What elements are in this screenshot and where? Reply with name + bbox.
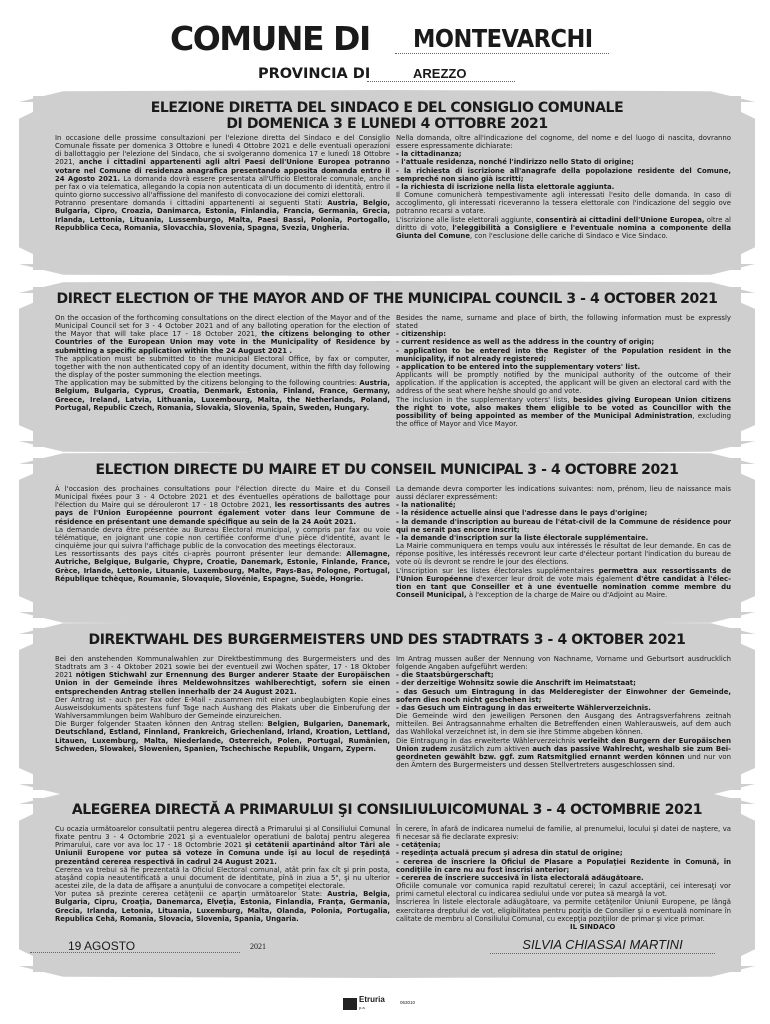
notice-section xyxy=(33,96,741,270)
section-column-right: Besides the name, surname and place of birth, the following information must be expressly stated - citizenship: - current residence as well as the address in the country of origin; - application to be entered into the Register of the Population resident in the municipality, if not already registered; - application to be entered into the supplementary voters' list. Applicants will be promptly notified by the municipal authority of the outcome of their application. If the application is accepted, the applicant will be given an electoral card with the address of the seat where he/she should go and vote. The inclusion in the supplementary voters' lists, besides giving European Union citizens the right to vote, also makes them eligible to be voted as Councillor with the possibility of being appointed as member of the Municipal Administration, excluding the office of Mayor and Vice Mayor. xyxy=(396,314,731,429)
section-column-right: La demande devra comporter les indications suivantes: nom, prénom, lieu de naissance mais aussi déclarer expressément: - la nationalité; - la résidence actuelle ainsi que l'adresse dans le pays d'origine; - la demande d'inscription au bureau de l'état-civil de la Commune de résidence pour qui ne serait pas encore inscrit; - la demande d'inscription sur la liste électorale supplémentaire. La Mairie communiquera en temps voulu aux intéressés le résultat de leur demande. En cas de réponse positive, les intéressés recevront leur carte d'électeur portant l'indication du bureau de vote où ils devront se rendre le jour des élections. L'inscription sur les listes électorales supplémentaires permettra aux ressortissants de l'Union Européenne d'exercer leur droit de vote mais également d'être candidat à l'élec- tion en tant que Conseiller et à une éventuelle nomination comme membre du Conseil Municipal, à l'exception de la charge de Maire ou d'Adjoint au Maire. xyxy=(396,485,731,600)
printer-name: Etruria xyxy=(359,995,385,1004)
section-title-line: DIREKTWAHL DES BURGERMEISTERS UND DES STADTRATS 3 - 4 OKTOBER 2021 xyxy=(88,632,686,648)
section-title-line: ELECTION DIRECTE DU MAIRE ET DU CONSEIL MUNICIPAL 3 - 4 OCTOBRE 2021 xyxy=(95,462,679,478)
provincia-label: PROVINCIA DI xyxy=(258,66,371,82)
section-title-line: DIRECT ELECTION OF THE MAYOR AND OF THE MUNICIPAL COUNCIL 3 - 4 OCTOBER 2021 xyxy=(56,291,718,307)
printer-logo-icon xyxy=(343,998,357,1010)
section-title-line: ALEGEREA DIRECTĂ A PRIMARULUI ŞI CONSILIULUICOMUNAL 3 - 4 OCTOMBRIE 2021 xyxy=(71,802,703,818)
signature-label: IL SINDACO xyxy=(570,923,616,931)
section-title xyxy=(33,802,741,818)
section-column-right: În cerere, în afară de indicarea numelui de familie, al prenumelui, locului şi datei de naştere, va fi necesar să fie declarate expresiv: - cetăţenia; - reşedinţa actuală precum şi adresa din statul de origine; - cererea de înscriere la Oficiul de Plasare a Populaţiei Rezidente în Comună, în condiţiile în care nu au fost înscrisi anterior; - cererea de înscriere succesivă în lista electorală adăugătoare. Oficiile comunale vor comunica rapid rezultatul cererei; în cazul acceptării, cei interesaţi vor primi carnetul electoral cu indicarea sediului unde vor putea să meargă la vot. Înscrierea în listele electorale adăugătoare, va permite cetăţenilor Uniunii Europene, pe lângă exercitarea dreptului de vot, eligibilitatea pentru poziţia de Consilier şi o eventuală nominare în calitate de membru al Consiliului Comunal, cu excepţia poziţiilor de primar şi vice primar. xyxy=(396,825,731,923)
notice-section xyxy=(33,287,741,447)
printer-sub: p.a. xyxy=(359,1005,366,1010)
comune-label: COMUNE DI xyxy=(170,19,370,58)
section-title-line: ELEZIONE DIRETTA DEL SINDACO E DEL CONSIGLIO COMUNALE xyxy=(150,100,624,116)
section-column-left: À l'occasion des prochaines consultations pour l'élection directe du Maire et du Conseil Municipal fixées pour 3 - 4 Octobre 2021 et des éventuelles opérations de ballottage pour l'élection du Maire qui se dérouleront 17 - 18 Octobre 2021, les ressortissants des autres pays de l'Union Européenne pourront également voter dans leur Commune de résidence en présentant une demande spécifique au sein de la 24 Août 2021. La demande devra être présentée au Bureau Électoral municipal, y compris par fax ou voie télématique, en joignant une copie non certifiée conforme d'une pièce d'identité, avant le cinquième jour qui suivra l'affichage public de la convocation des meetings électoraux. Les ressortissants des pays cités ci-après pourront présenter leur demande: Allemagne, Autriche, Belgique, Bulgarie, Chypre, Croatie, Danemark, Estonie, Finlande, France, Grèce, Irlande, Lettonie, Lituanie, Luxembourg, Malte, Pays-Bas, Pologne, Portugal, République tchèque, Roumanie, Slovaquie, Slovénie, Espagne, Suède, Hongrie. xyxy=(55,485,391,583)
printer-logo xyxy=(343,996,403,1014)
section-title xyxy=(33,291,741,307)
notice-section xyxy=(33,628,741,790)
section-title xyxy=(33,632,741,648)
section-column-left: Bei den anstehenden Kommunalwahlen zur Direktbestimmung des Burgermeisters und des Stadtrats am 3 - 4 Oktober 2021 sowie bei der eventueil zwi Wochen später, 17 - 18 Oktober 2021 nötigen Stichwahl zur Ernennung des Burger anderer Staate der Europäischen Union in der Gemeinde ihres Meldewohnsitzes wahlberechtigt, sofern sie einen entsprechenden Antrag stellen innerhalb der 24 August 2021. Der Antrag ist - auch per Fax oder E-Mail - zusammen mit einer unbeglaubigten Kopie eines Ausweisdokuments spätestens funf Tage nach Aushang des Plakats uber die Einberufung der Wahlversammlungen beim Wahlburo der Gemeinde einzureichen. Die Burger folgender Staaten können den Antrag stellen: Belgien, Bulgarien, Danemark, Deutschland, Estland, Finnland, Frankreich, Griechenland, Irland, Kroation, Lettland, Litauen, Luxemburg, Malta, Niederlande, Osterreich, Polen, Portugal, Rumänien, Schweden, Slowakei, Slowenien, Spanien, Tschechische Republik, Ungarn, Zypern. xyxy=(55,655,390,753)
comune-name: MONTEVARCHI xyxy=(395,24,609,54)
section-title-line: DI DOMENICA 3 E LUNEDI 4 OTTOBRE 2021 xyxy=(226,116,548,132)
section-title xyxy=(33,100,741,132)
print-code: 063010 xyxy=(400,1000,416,1005)
section-column-right: Im Antrag mussen außer der Nennung von Nachname, Vorname und Geburtsort ausdrucklich folgende Angaben aufgeführt werden: - die Staatsbürgerschaft; - der derzeitige Wohnsitz sowie die Anschrift im Heimatstaat; - das Gesuch um Eintragung in das Melderegister der Einwohner der Gemeinde, sofern dies noch nicht geschehen ist; - das Gesuch um Eintragung in das erweiterte Wählerverzeichnis. Die Gemeinde wird den jeweiligen Personen den Ausgang des Antragsverfahrens zeitnah mitteilen. Bei Antragsannahme erhalten die Betreffenden einen Wahlerausweis, auf dem auch das Wahllokal verzeichnet ist, in dem sie ihre Stimme abgeben können. Die Eintragung in das erweiterte Wählerverzeichnis verleiht den Burgern der Europäischen Union zudem zusätzlich zum aktiven auch das passive Wahlrecht, weshalb sie zum Bei- geordneten gewählt bzw. ggf. zum Ratsmitglied ernannt werden können und nur von den Ämtern des Burgermeisters und dessen Stellvertreters ausgeschlossen sind. xyxy=(396,655,732,770)
header xyxy=(0,0,770,88)
signature-name: SILVIA CHIASSAI MARTINI xyxy=(490,937,715,954)
section-title xyxy=(33,462,741,478)
date-day: 19 AGOSTO xyxy=(30,939,240,953)
section-column-right: Nella domanda, oltre all'indicazione del cognome, del nome e del luogo di nascita, dovranno essere espressamente dichiarate: - la cittadinanza; - l'attuale residenza, nonché l'indirizzo nello Stato di origine; - la richiesta di iscrizione all'anagrafe della popolazione residente del Comune, sempreché non siano già iscritti; - la richiesta di iscrizione nella lista elettorale aggiunta. Il Comune comunicherà tempestivamente agli interessati l'esito delle domanda. In caso di accoglimento, gli interessati riceveranno la tessera elettorale con l'indicazione del seggio ove potranno recarsi a votare. L'iscrizione alle liste elettorali aggiunte, consentirà ai cittadini dell'Unione Europea, oltre al diritto di voto, l'eleggibilità a Consigliere e l'eventuale nomina a componente della Giunta del Comune, con l'esclusione delle cariche di Sindaco e Vice Sindaco. xyxy=(396,134,731,240)
section-column-left: Cu ocazia următoarelor consultatii pentru alegerea directă a Primarului şi al Consiliului Comunal fixate pentru 3 - 4 Octombrie 2021 şi a eventualelor operatiuni de balotaj pentru alegerea Primarului, care vor ava loc 17 - 18 Octombrie 2021 şi cetătenii apartinând altor Tări ale Uniunii Europene vor putea să voteze în Comuna unde îşi au locul de reşedinţă prezentând cererea respectivă în cadrul 24 August 2021. Cererea va trebui să fie prezentată la Oficiul Electoral comunal, atât prin fax cît şi prin posta, ataşând copia neautentificată a unui document de identitate, pînă in ziua a 5", şi nu ulterior acestei zile, de la data de affişare a anunţului de convocare a competiţei electorale. Vor putea să prezinte cererea cetăţenii ce aparţin următoarelor State: Austria, Belgia, Bulgaria, Cipru, Croaţia, Danemarca, Elveţia, Estonia, Finlandia, Franţa, Germania, Grecia, Irlanda, Letonia, Lituania, Luxemburg, Malta, Olanda, Polonia, Portugalia, Republica Cehă, Romania, Slovacia, Slovenia, Spania, Ungaria. xyxy=(55,825,391,923)
provincia-name: AREZZO xyxy=(367,65,515,82)
date-year: 2021 xyxy=(250,942,266,951)
notice-section xyxy=(33,458,741,618)
section-column-left: In occasione delle prossime consultazioni per l'elezione diretta del Sindaco e del Consiglio Comunale fissate per domenica 3 Ottobre e lunedì 4 Ottobre 2021 e delle eventuali operazioni di ballottaggio per l'elezione del Sindaco, che si svolgeranno domenica 17 e lunedì 18 Ottobre 2021, anche i cittadini appartenenti agli altri Paesi dell'Unione Europea potranno votare nel Comune di residenza anagrafica presentando apposita domanda entro il 24 Agosto 2021. La domanda dovrà essere presentata all'Ufficio Elettorale comunale, anche per fax o via telematica, allegando la copia non autenticata di un documento di identità, entro il quinto giorno successivo all'affissione del manifesto di convocazione dei comizi elettorali. Potranno presentare domanda i cittadini appartenenti ai seguenti Stati: Austria, Belgio, Bulgaria, Cipro, Croazia, Danimarca, Estonia, Finlandia, Francia, Germania, Grecia, Irlanda, Lettonia, Lituania, Lussemburgo, Malta, Paesi Bassi, Polonia, Portogallo, Repubblica Ceca, Romania, Slovacchia, Slovenia, Spagna, Svezia, Ungheria. xyxy=(55,134,390,232)
section-column-left: On the occasion of the forthcoming consultations on the direct election of the Mayor and of the Municipal Council set for 3 - 4 October 2021 and of any balloting operation for the election of the Mayor that will take place 17 - 18 October 2021, the citizens belonging to other Countries of the European Union may vote in the Municipality of Residence by submitting a specific application within the 24 August 2021 . The application must be submitted to the municipal Electoral Office, by fax or computer, together with the non authenticated copy of an identity document, within the fifth day following the display of the poster summoning the election meetings. The application may be submitted by the citizens belonging to the following countries: Austria, Belgium, Bulgaria, Cyprus, Croatia, Denmark, Estonia, Finland, France, Germany, Greece, Ireland, Latvia, Lithuania, Luxembourg, Malta, the Netherlands, Poland, Portugal, Republic Czech, Romania, Slovakia, Slovenia, Spain, Sweden, Hungary. xyxy=(55,314,390,412)
